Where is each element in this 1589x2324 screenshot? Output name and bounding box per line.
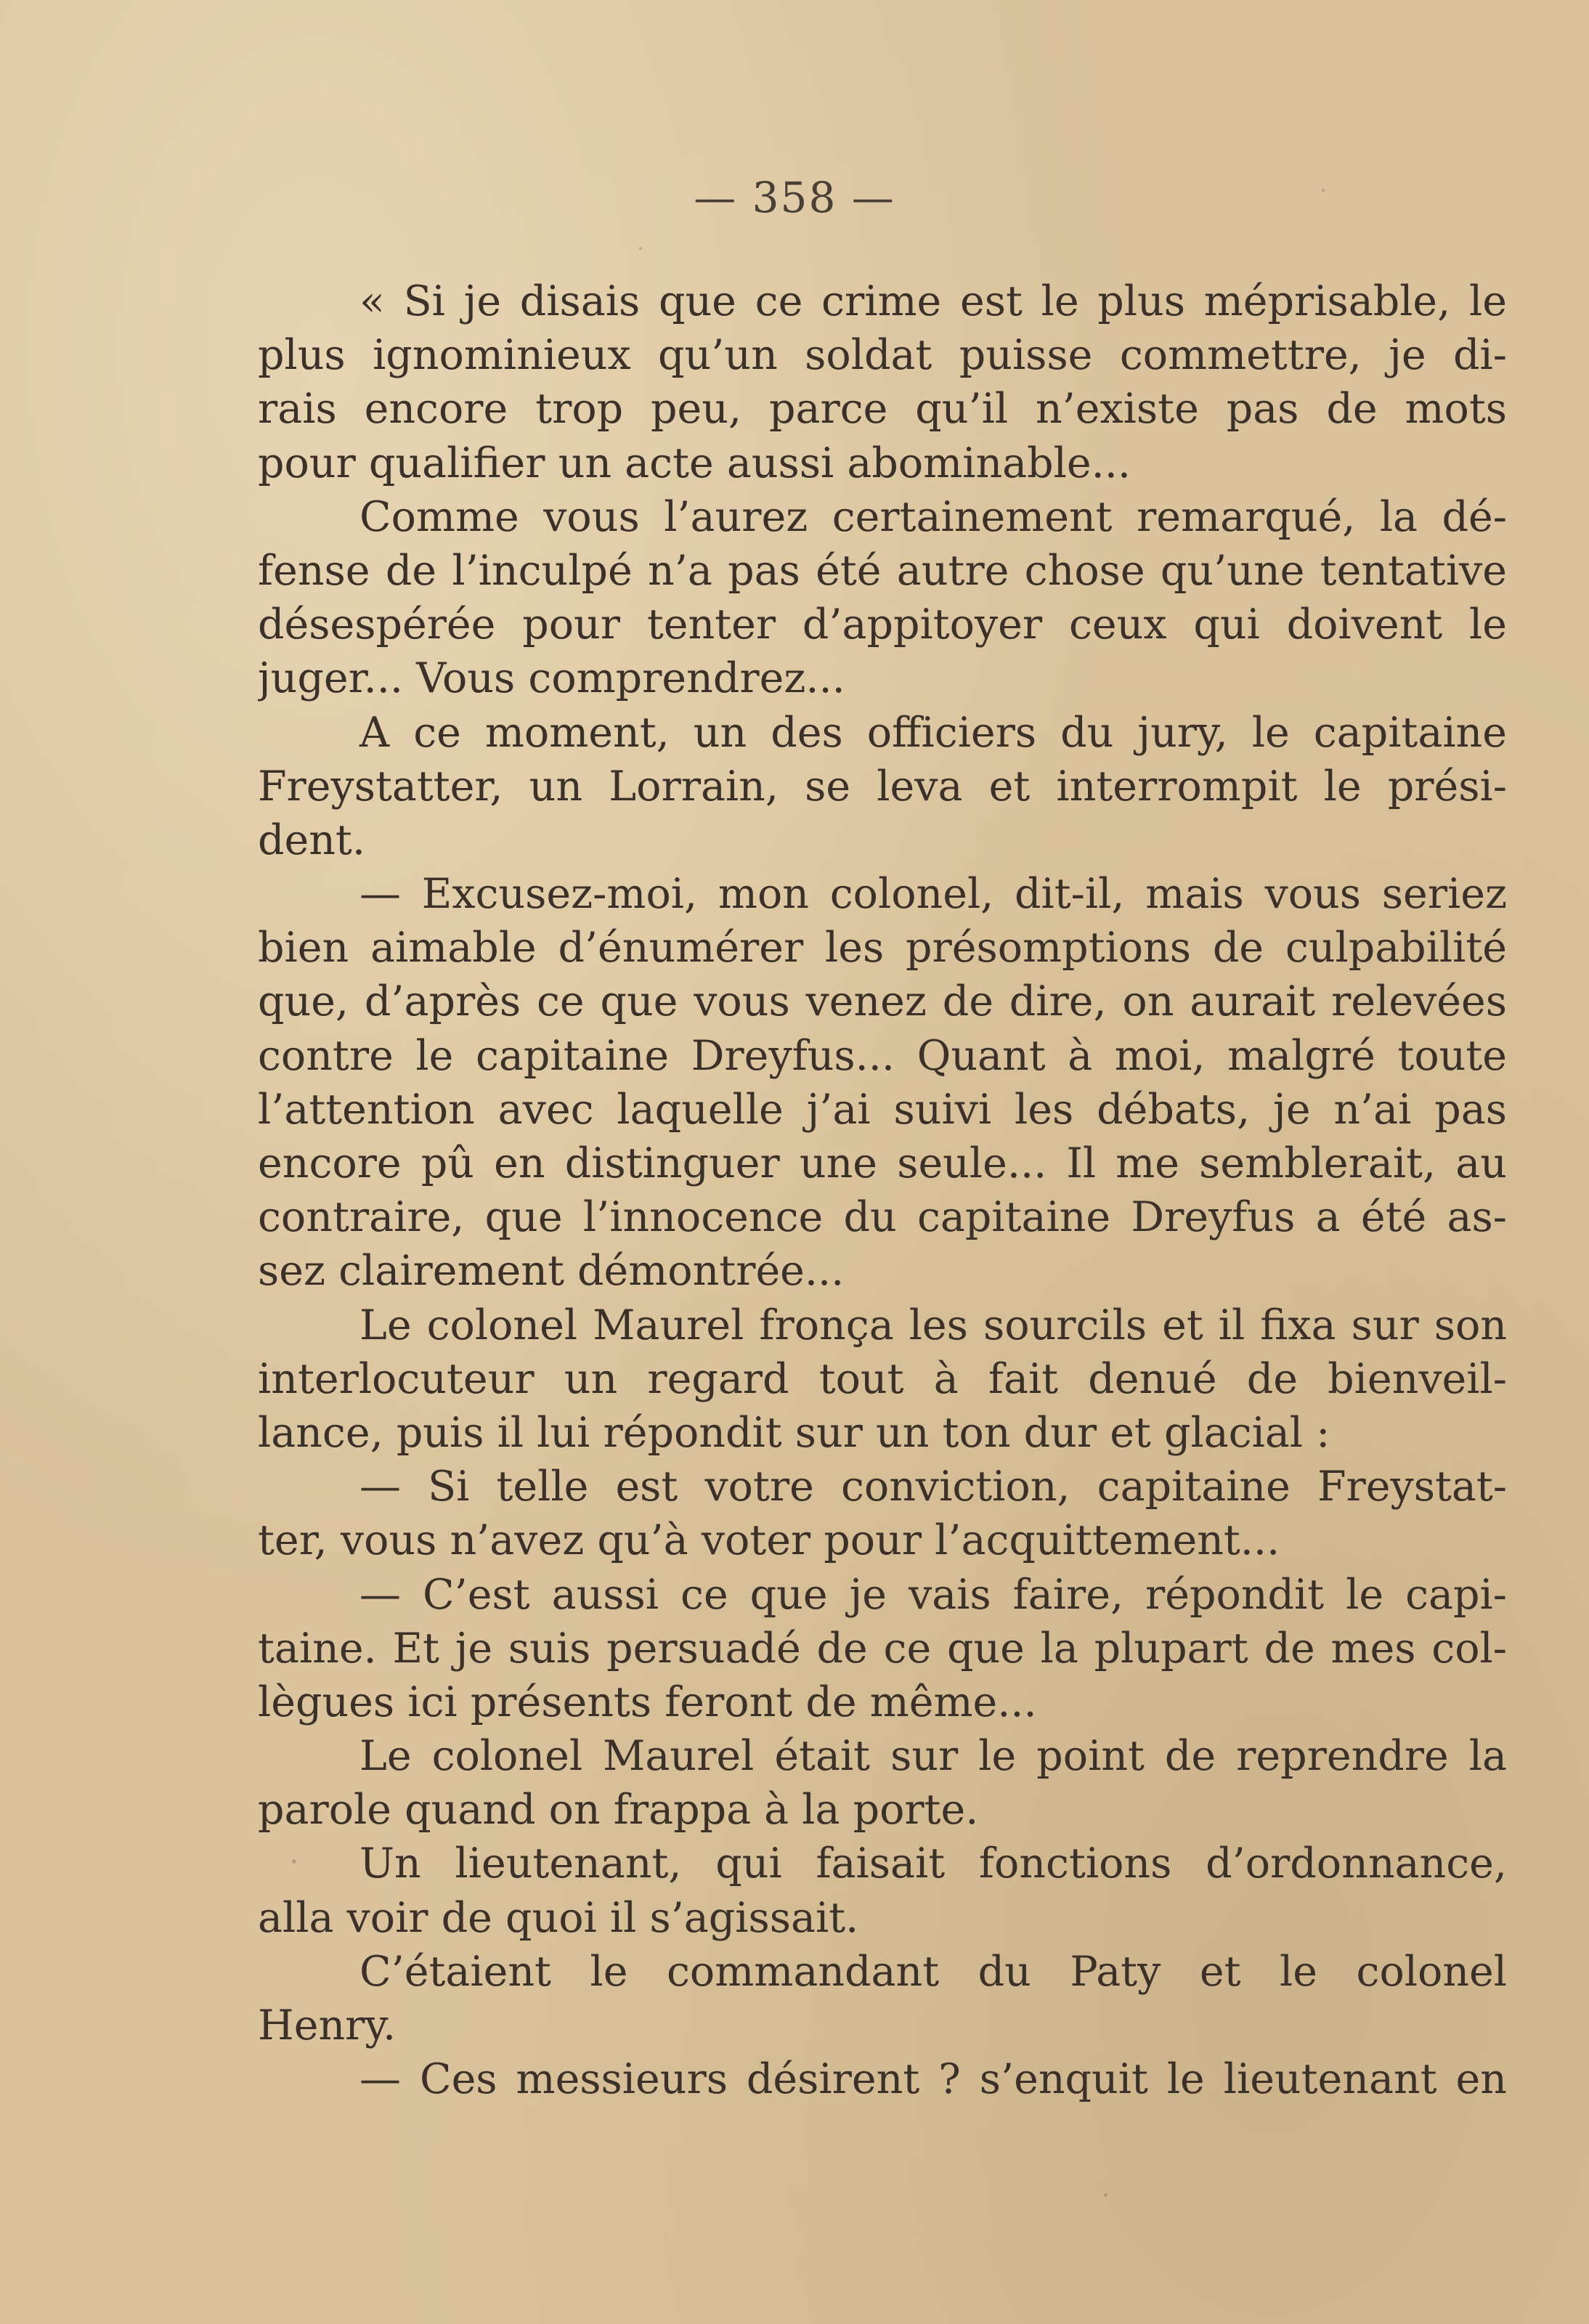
paper-speck [1104,2193,1108,2197]
text-line: lance, puis il lui répondit sur un ton dur et glacial : [258,1408,1330,1457]
text-line: lègues ici présents feront de même... [258,1678,1037,1726]
text-line: juger... Vous comprendrez... [258,654,845,703]
text-line: Henry. [258,2002,397,2049]
text-line: — Si telle est votre conviction, capitaine Freystat- [359,1463,1507,1511]
text-line: Comme vous l’aurez certainement remarqué, la dé- [359,492,1507,541]
page-number: — 358 — [694,173,895,222]
body-text [258,275,1507,2106]
text-line: désespérée pour tenter d’appitoyer ceux qui doivent le [258,601,1507,649]
text-line: Freystatter, un Lorrain, se leva et interrompit le prési- [258,762,1507,810]
text-line: — Ces messieurs désirent ? s’enquit le lieutenant en [359,2055,1507,2104]
paper-speck [679,2092,682,2095]
text-line: « Si je disais que ce crime est le plus méprisable, le [359,277,1507,325]
text-line: plus ignominieux qu’un soldat puisse commettre, je di- [258,331,1507,380]
text-line: contre le capitaine Dreyfus... Quant à moi, malgré toute [258,1031,1507,1080]
text-line: interlocuteur un regard tout à fait denué de bienveil- [258,1354,1507,1403]
text-line: contraire, que l’innocence du capitaine Dreyfus a été as- [258,1193,1507,1242]
text-line: ter, vous n’avez qu’à voter pour l’acquittement... [258,1516,1280,1565]
text-line: Le colonel Maurel fronça les sourcils et il fixa sur son [359,1301,1507,1349]
paper-speck [1322,189,1325,192]
text-line: Un lieutenant, qui faisait fonctions d’ordonnance, [359,1840,1507,1888]
text-line: — Excusez-moi, mon colonel, dit-il, mais vous seriez [359,870,1507,919]
text-line: que, d’après ce que vous venez de dire, on aurait relevées [258,978,1507,1026]
text-line: C’étaient le commandant du Paty et le colonel [359,1947,1507,1996]
text-line: A ce moment, un des officiers du jury, le capitaine [359,708,1507,757]
text-line: rais encore trop peu, parce qu’il n’existe pas de mots [258,385,1507,434]
text-line: encore pû en distinguer une seule... Il me semblerait, au [258,1139,1507,1187]
text-line: taine. Et je suis persuadé de ce que la plupart de mes col- [258,1624,1507,1673]
text-line: dent. [258,816,365,864]
text-line: Le colonel Maurel était sur le point de reprendre la [359,1732,1507,1781]
text-line: fense de l’inculpé n’a pas été autre chose qu’une tentative [258,546,1507,595]
text-line: alla voir de quoi il s’agissait. [258,1893,859,1942]
text-line: pour qualifier un acte aussi abominable... [258,439,1131,487]
text-line: parole quand on frappa à la porte. [258,1786,979,1835]
paper-speck [292,1859,296,1864]
text-line: bien aimable d’énumérer les présomptions de culpabilité [258,924,1507,972]
text-line: sez clairement démontrée... [258,1247,845,1296]
paper-speck [639,247,642,250]
text-line: l’attention avec laquelle j’ai suivi les débats, je n’ai pas [258,1085,1507,1134]
text-line: — C’est aussi ce que je vais faire, répondit le capi- [359,1570,1507,1619]
